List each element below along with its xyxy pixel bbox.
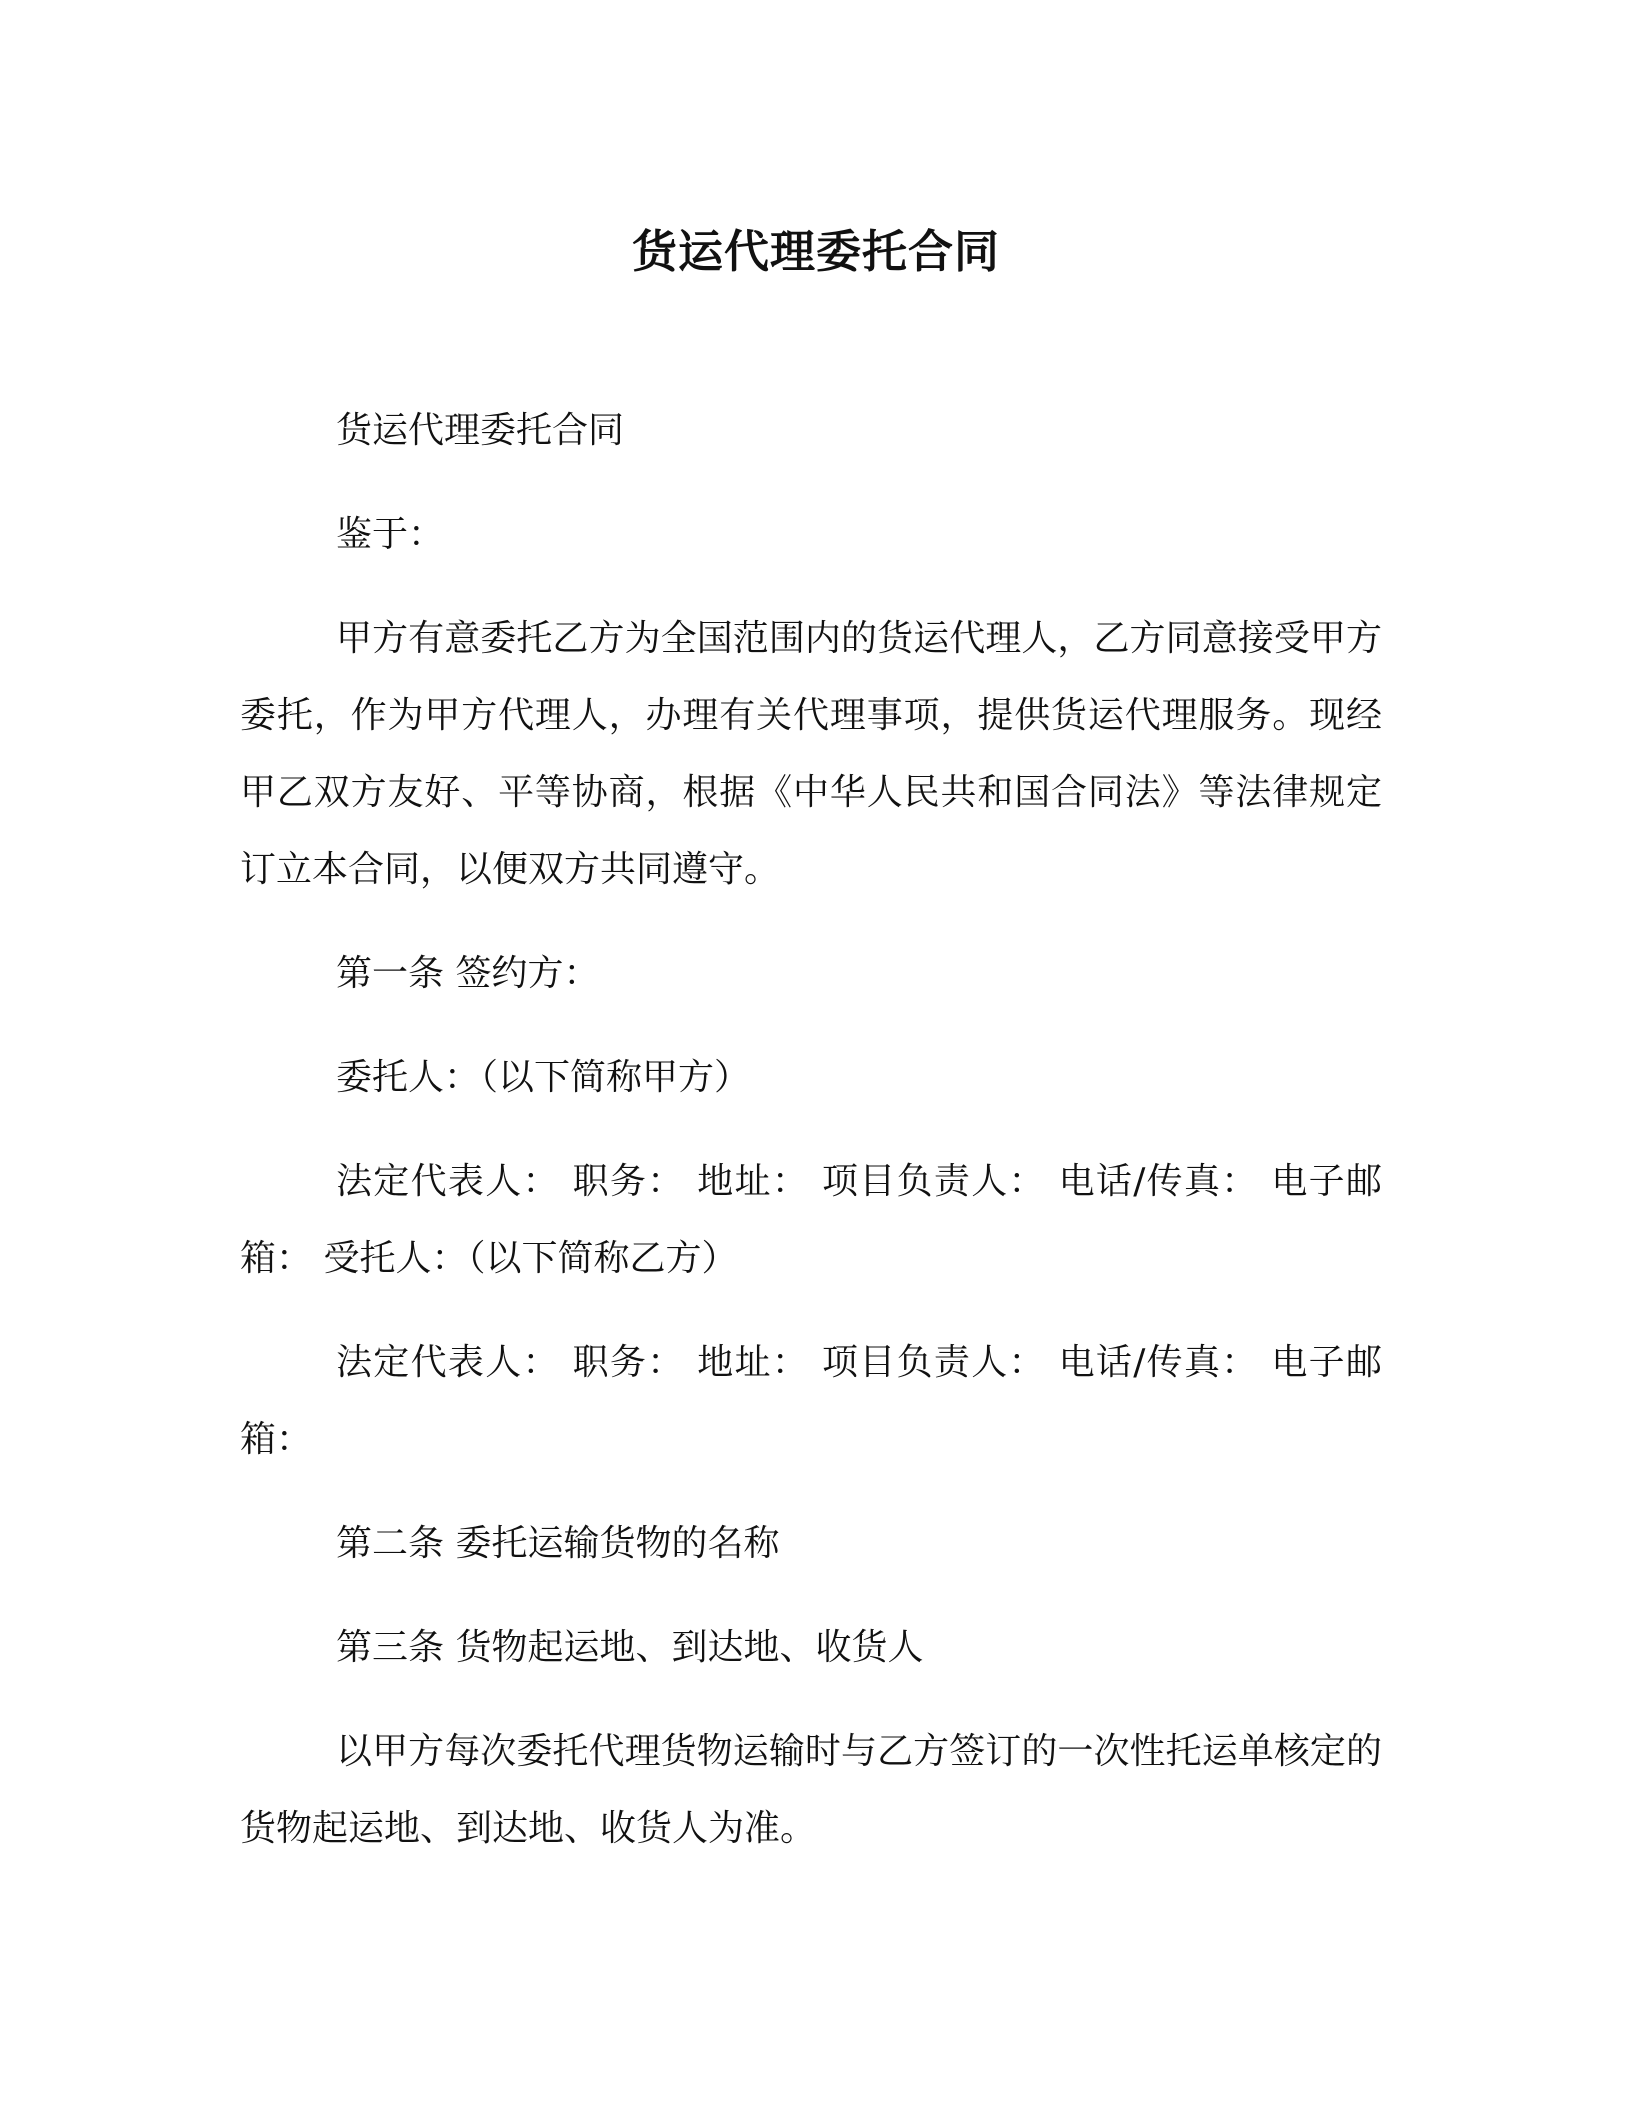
paragraph-article-3-content: 以甲方每次委托代理货物运输时与乙方签订的一次性托运单核定的货物起运地、到达地、收货人为准。 (240, 1731, 1382, 1849)
paragraph-article-1: 第一条 签约方： (336, 953, 600, 994)
paragraph-article-2: 第二条 委托运输货物的名称 (336, 1523, 780, 1564)
paragraph-principal: 委托人：（以下简称甲方） (336, 1057, 751, 1098)
paragraph-article-3: 第三条 货物起运地、到达地、收货人 (336, 1627, 924, 1668)
paragraph-intro: 甲方有意委托乙方为全国范围内的货运代理人，乙方同意接受甲方委托，作为甲方代理人，办理有关代理事项，提供货运代理服务。现经甲乙双方友好、平等协商，根据《中华人民共和国合同法》等法律规定订立本合同，以便双方共同遵守。 (240, 618, 1382, 890)
paragraph-whereas: 鉴于： (336, 514, 445, 555)
document-title: 货运代理委托合同 (631, 225, 1000, 278)
document-body (240, 392, 1382, 1894)
paragraph-principal-details: 法定代表人： 职务： 地址： 项目负责人： 电话/传真： 电子邮箱： 受托人：（以下简称乙方） (240, 1161, 1382, 1279)
paragraph-agent-details: 法定代表人： 职务： 地址： 项目负责人： 电话/传真： 电子邮箱： (240, 1342, 1382, 1460)
paragraph-subtitle: 货运代理委托合同 (336, 410, 625, 451)
